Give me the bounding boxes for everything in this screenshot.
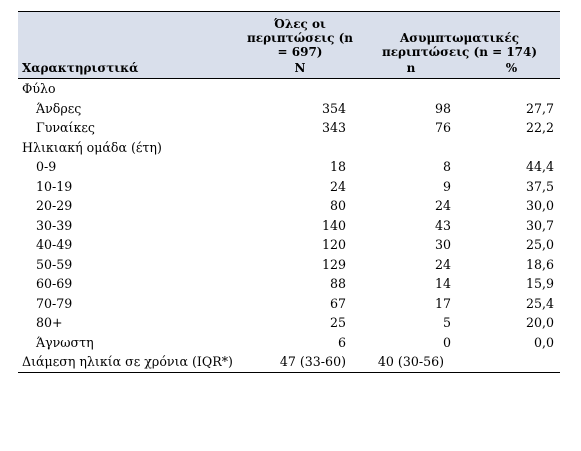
row-label: 60-69	[36, 276, 73, 292]
cell-pct: 25,4	[525, 295, 554, 311]
table-row	[18, 294, 560, 314]
table-row	[18, 235, 560, 255]
row-label: 50-59	[36, 256, 73, 272]
header-col-N: N	[241, 59, 359, 79]
table-row	[18, 333, 560, 353]
table-row	[18, 177, 560, 197]
header-col-pct: %	[463, 59, 560, 79]
cell-n: 43	[434, 217, 451, 233]
row-label: 10-19	[36, 178, 73, 194]
cell-n: 24	[434, 256, 451, 272]
cell-pct: 0,0	[533, 334, 554, 350]
row-label: 40-49	[36, 237, 73, 253]
header-blank	[18, 12, 241, 60]
cell-n: 5	[442, 315, 451, 331]
row-label: 0-9	[36, 159, 57, 175]
median-row	[18, 352, 560, 372]
row-label: Γυναίκες	[36, 120, 95, 136]
header-all-cases: Όλες οι περιπτώσεις (n = 697)	[241, 12, 359, 60]
cell-N: 129	[321, 256, 346, 272]
table-row	[18, 99, 560, 119]
table-row	[18, 313, 560, 333]
row-label: 20-29	[36, 198, 73, 214]
cell-n: 8	[442, 159, 451, 175]
median-asymptomatic: 40 (30-56)	[359, 352, 463, 372]
cell-N: 140	[321, 217, 346, 233]
cell-n: 0	[442, 334, 451, 350]
header-row-columns	[18, 59, 560, 79]
cell-N: 88	[329, 276, 346, 292]
header-col-n: n	[359, 59, 463, 79]
median-all: 47 (33-60)	[241, 352, 359, 372]
section-title-age-group: Ηλικιακή ομάδα (έτη)	[22, 139, 162, 155]
cell-N: 6	[337, 334, 346, 350]
median-label: Διάμεση ηλικία σε χρόνια (IQR*)	[18, 352, 241, 372]
cell-pct: 15,9	[525, 276, 554, 292]
cell-n: 98	[434, 100, 451, 116]
cell-pct: 44,4	[525, 159, 554, 175]
cell-pct: 30,0	[525, 198, 554, 214]
table-row	[18, 274, 560, 294]
cell-n: 30	[434, 237, 451, 253]
cell-N: 120	[321, 237, 346, 253]
section-row-age-group	[18, 138, 560, 158]
table-row	[18, 118, 560, 138]
table-row	[18, 216, 560, 236]
row-label: 30-39	[36, 217, 73, 233]
row-label: 70-79	[36, 295, 73, 311]
row-label: Άγνωστη	[36, 334, 94, 350]
cell-pct: 37,5	[525, 178, 554, 194]
characteristics-table	[18, 11, 560, 373]
cell-N: 24	[329, 178, 346, 194]
cell-N: 343	[321, 120, 346, 136]
median-pct-empty	[463, 352, 560, 372]
cell-pct: 18,6	[525, 256, 554, 272]
section-row-sex	[18, 79, 560, 99]
cell-n: 24	[434, 198, 451, 214]
cell-N: 25	[329, 315, 346, 331]
cell-pct: 22,2	[525, 120, 554, 136]
cell-N: 18	[329, 159, 346, 175]
cell-N: 67	[329, 295, 346, 311]
cell-n: 76	[434, 120, 451, 136]
cell-N: 80	[329, 198, 346, 214]
table-row	[18, 255, 560, 275]
header-asymptomatic-cases: Ασυμπτωματικές περιπτώσεις (n = 174)	[359, 12, 560, 60]
cell-n: 17	[434, 295, 451, 311]
header-row-groups	[18, 12, 560, 60]
row-label: Άνδρες	[36, 100, 82, 116]
header-characteristics: Χαρακτηριστικά	[18, 59, 241, 79]
table-row	[18, 196, 560, 216]
cell-pct: 25,0	[525, 237, 554, 253]
cell-n: 9	[442, 178, 451, 194]
cell-N: 354	[321, 100, 346, 116]
cell-pct: 27,7	[525, 100, 554, 116]
table-row	[18, 157, 560, 177]
cell-pct: 30,7	[525, 217, 554, 233]
cell-pct: 20,0	[525, 315, 554, 331]
cell-n: 14	[434, 276, 451, 292]
row-label: 80+	[36, 315, 63, 331]
section-title-sex: Φύλο	[22, 81, 56, 97]
